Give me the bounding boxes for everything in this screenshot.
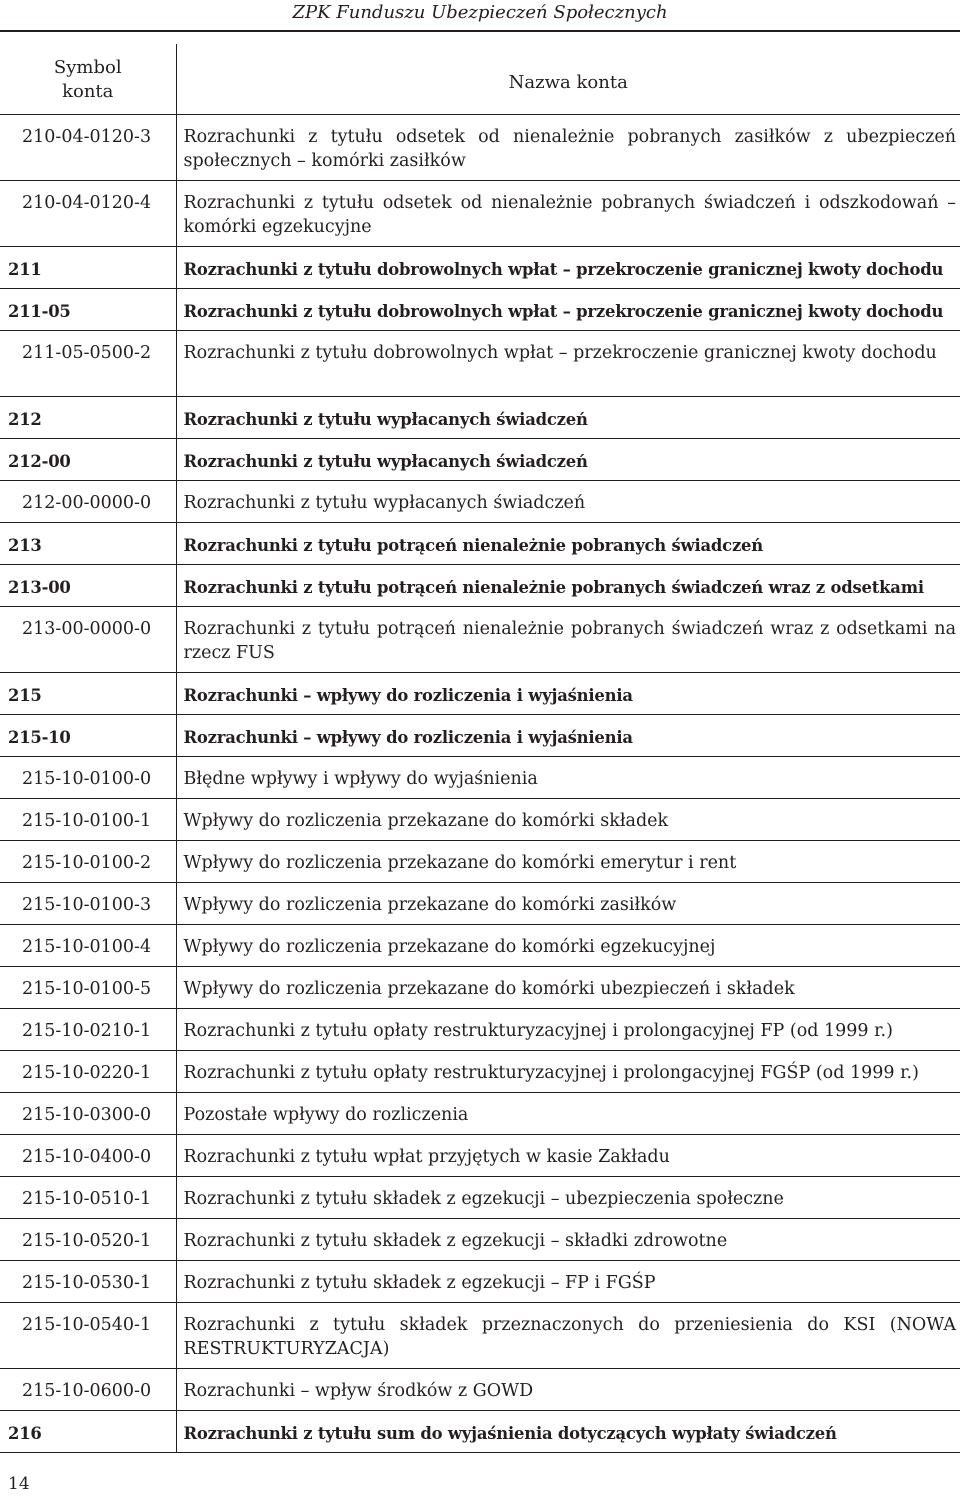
account-symbol: 215-10-0100-0 xyxy=(0,757,176,799)
table-row xyxy=(0,481,960,523)
account-symbol: 212-00-0000-0 xyxy=(0,481,176,523)
table-row xyxy=(0,967,960,1009)
table-row xyxy=(0,607,960,673)
account-symbol: 211-05 xyxy=(0,289,176,331)
account-name: Rozrachunki z tytułu dobrowolnych wpłat – przekroczenie granicznej kwoty dochodu xyxy=(176,247,960,289)
table-row xyxy=(0,757,960,799)
header-rule xyxy=(0,30,960,32)
table-header xyxy=(0,44,960,115)
account-symbol: 211 xyxy=(0,247,176,289)
account-name: Wpływy do rozliczenia przekazane do komórki emerytur i rent xyxy=(176,841,960,883)
account-name: Rozrachunki z tytułu składek z egzekucji – składki zdrowotne xyxy=(176,1219,960,1261)
table-row xyxy=(0,439,960,481)
account-name: Wpływy do rozliczenia przekazane do komórki zasiłków xyxy=(176,883,960,925)
column-header-symbol-line1: Symbol xyxy=(53,57,122,78)
column-header-name: Nazwa konta xyxy=(176,44,960,115)
accounts-table xyxy=(0,44,960,1453)
table-row xyxy=(0,673,960,715)
column-header-symbol-line2: konta xyxy=(62,81,114,102)
table-row xyxy=(0,883,960,925)
account-name: Błędne wpływy i wpływy do wyjaśnienia xyxy=(176,757,960,799)
table-row xyxy=(0,1009,960,1051)
running-head: ZPK Funduszu Ubezpieczeń Społecznych xyxy=(292,2,668,23)
account-name: Wpływy do rozliczenia przekazane do komórki składek xyxy=(176,799,960,841)
account-name: Rozrachunki z tytułu potrąceń nienależnie pobranych świadczeń xyxy=(176,523,960,565)
table-row xyxy=(0,565,960,607)
account-name: Rozrachunki z tytułu sum do wyjaśnienia dotyczących wypłaty świadczeń xyxy=(176,1411,960,1453)
account-symbol: 210-04-0120-3 xyxy=(0,115,176,181)
account-symbol: 212 xyxy=(0,397,176,439)
account-name: Rozrachunki z tytułu dobrowolnych wpłat – przekroczenie granicznej kwoty dochodu xyxy=(176,289,960,331)
account-symbol: 215-10-0100-4 xyxy=(0,925,176,967)
account-symbol: 213-00 xyxy=(0,565,176,607)
account-symbol: 215-10-0210-1 xyxy=(0,1009,176,1051)
account-symbol: 215-10-0510-1 xyxy=(0,1177,176,1219)
account-name: Rozrachunki z tytułu odsetek od nienależnie pobranych zasiłków z ubezpieczeń społecznych – komórki zasiłków xyxy=(176,115,960,181)
table-row xyxy=(0,1219,960,1261)
table-row xyxy=(0,1303,960,1369)
account-name: Rozrachunki z tytułu wypłacanych świadczeń xyxy=(176,439,960,481)
table-row xyxy=(0,715,960,757)
account-symbol: 215-10-0100-3 xyxy=(0,883,176,925)
column-header-symbol xyxy=(0,44,176,115)
account-symbol: 215-10-0220-1 xyxy=(0,1051,176,1093)
account-symbol: 215-10-0300-0 xyxy=(0,1093,176,1135)
table-row xyxy=(0,331,960,397)
table-row xyxy=(0,115,960,181)
account-symbol: 215-10-0540-1 xyxy=(0,1303,176,1369)
table-row xyxy=(0,289,960,331)
account-symbol: 215-10-0100-5 xyxy=(0,967,176,1009)
account-name: Rozrachunki z tytułu potrąceń nienależnie pobranych świadczeń wraz z odsetkami xyxy=(176,565,960,607)
account-name: Rozrachunki – wpływ środków z GOWD xyxy=(176,1369,960,1411)
account-symbol: 215-10-0400-0 xyxy=(0,1135,176,1177)
account-symbol: 212-00 xyxy=(0,439,176,481)
table-row xyxy=(0,1177,960,1219)
account-name: Wpływy do rozliczenia przekazane do komórki egzekucyjnej xyxy=(176,925,960,967)
table-row xyxy=(0,1135,960,1177)
table-row xyxy=(0,1369,960,1411)
table-body xyxy=(0,115,960,1453)
account-symbol: 215 xyxy=(0,673,176,715)
account-symbol: 215-10-0520-1 xyxy=(0,1219,176,1261)
account-symbol: 215-10-0530-1 xyxy=(0,1261,176,1303)
account-symbol: 215-10 xyxy=(0,715,176,757)
account-name: Rozrachunki z tytułu wypłacanych świadczeń xyxy=(176,397,960,439)
account-symbol: 215-10-0100-1 xyxy=(0,799,176,841)
account-symbol: 215-10-0100-2 xyxy=(0,841,176,883)
account-name: Rozrachunki – wpływy do rozliczenia i wyjaśnienia xyxy=(176,715,960,757)
account-name: Rozrachunki z tytułu składek z egzekucji – FP i FGŚP xyxy=(176,1261,960,1303)
account-symbol: 210-04-0120-4 xyxy=(0,181,176,247)
table-row xyxy=(0,247,960,289)
table-row xyxy=(0,841,960,883)
account-name: Pozostałe wpływy do rozliczenia xyxy=(176,1093,960,1135)
table-row xyxy=(0,1261,960,1303)
table-row xyxy=(0,523,960,565)
table-row xyxy=(0,799,960,841)
account-name: Rozrachunki z tytułu odsetek od nienależnie pobranych świadczeń i odszkodowań – komórki egzekucyjne xyxy=(176,181,960,247)
account-name: Rozrachunki z tytułu wypłacanych świadczeń xyxy=(176,481,960,523)
table-row xyxy=(0,1411,960,1453)
table-row xyxy=(0,925,960,967)
account-symbol: 211-05-0500-2 xyxy=(0,331,176,397)
account-name: Rozrachunki z tytułu wpłat przyjętych w kasie Zakładu xyxy=(176,1135,960,1177)
account-name: Rozrachunki z tytułu opłaty restrukturyzacyjnej i prolongacyjnej FGŚP (od 1999 r.) xyxy=(176,1051,960,1093)
table-row xyxy=(0,1051,960,1093)
table-row xyxy=(0,1093,960,1135)
account-symbol: 213-00-0000-0 xyxy=(0,607,176,673)
table-row xyxy=(0,181,960,247)
account-name: Rozrachunki z tytułu opłaty restrukturyzacyjnej i prolongacyjnej FP (od 1999 r.) xyxy=(176,1009,960,1051)
account-name: Rozrachunki z tytułu dobrowolnych wpłat – przekroczenie granicznej kwoty dochodu xyxy=(176,331,960,397)
table-row xyxy=(0,397,960,439)
account-name: Rozrachunki z tytułu potrąceń nienależnie pobranych świadczeń wraz z odsetkami na rzecz FUS xyxy=(176,607,960,673)
account-name: Rozrachunki z tytułu składek przeznaczonych do przeniesienia do KSI (NOWA RESTRUKTURYZACJA) xyxy=(176,1303,960,1369)
account-symbol: 215-10-0600-0 xyxy=(0,1369,176,1411)
account-name: Rozrachunki – wpływy do rozliczenia i wyjaśnienia xyxy=(176,673,960,715)
account-name: Wpływy do rozliczenia przekazane do komórki ubezpieczeń i składek xyxy=(176,967,960,1009)
account-symbol: 213 xyxy=(0,523,176,565)
account-symbol: 216 xyxy=(0,1411,176,1453)
account-name: Rozrachunki z tytułu składek z egzekucji – ubezpieczenia społeczne xyxy=(176,1177,960,1219)
page-number: 14 xyxy=(8,1474,30,1494)
